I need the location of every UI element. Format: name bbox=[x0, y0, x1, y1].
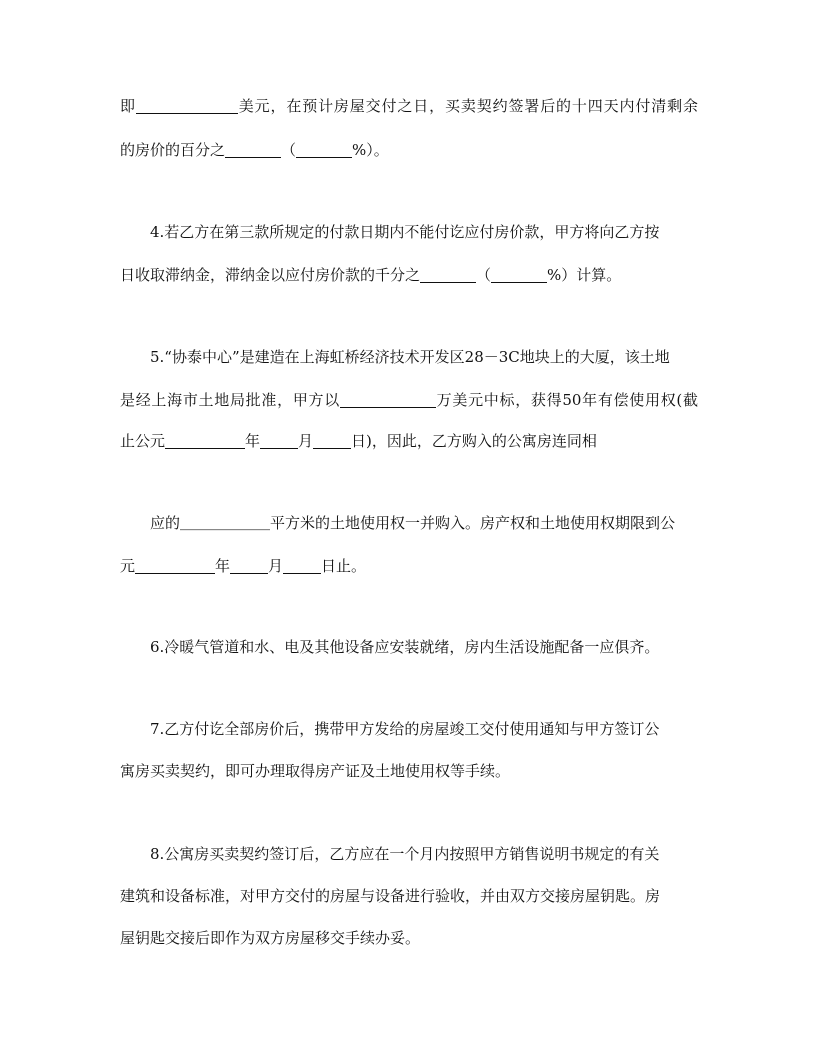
text-line bbox=[150, 346, 698, 368]
text-span: 寓房买卖契约，即可办理取得房产证及土地使用权等手续。 bbox=[120, 762, 511, 780]
text-span: 止公元 bbox=[120, 432, 166, 450]
text-line bbox=[120, 885, 698, 907]
paragraph-6: 6.冷暖气管道和水、电及其他设备应安装就绪，房内生活设施配备一应俱齐。 bbox=[150, 638, 660, 656]
text-line bbox=[120, 389, 698, 411]
paragraph-8-start: 8.公寓房买卖契约签订后，乙方应在一个月内按照甲方销售说明书规定的有关 bbox=[150, 845, 660, 863]
blank-field bbox=[136, 97, 238, 114]
blank-field bbox=[340, 391, 436, 408]
text-span: 元 bbox=[120, 557, 136, 575]
text-span: （ bbox=[281, 141, 297, 159]
blank-field bbox=[283, 557, 321, 574]
text-span: %）计算。 bbox=[547, 266, 622, 284]
text-span: 即 bbox=[120, 97, 136, 115]
text-span: 年 bbox=[215, 557, 231, 575]
text-line bbox=[120, 95, 698, 117]
text-span: 月 bbox=[268, 557, 284, 575]
text-span: （ bbox=[476, 266, 492, 284]
text-line bbox=[120, 927, 698, 949]
blank-field bbox=[230, 557, 268, 574]
text-line bbox=[150, 636, 698, 658]
blank-field bbox=[313, 432, 351, 449]
blank-field bbox=[420, 266, 476, 283]
text-line bbox=[150, 512, 698, 534]
text-span: 年 bbox=[245, 432, 261, 450]
text-span: 屋钥匙交接后即作为双方房屋移交手续办妥。 bbox=[120, 929, 421, 947]
paragraph-5-start: 5.“协泰中心”是建造在上海虹桥经济技术开发区28－3C地块上的大厦，该土地 bbox=[150, 348, 670, 366]
text-line bbox=[120, 430, 698, 452]
text-line bbox=[150, 718, 698, 740]
text-line bbox=[120, 555, 698, 577]
text-span: 建筑和设备标准，对甲方交付的房屋与设备进行验收，并由双方交接房屋钥匙。房 bbox=[120, 887, 661, 905]
text-line bbox=[120, 760, 698, 782]
text-line bbox=[120, 264, 698, 286]
text-span: 美元，在预计房屋交付之日，买卖契约签署后的十四天内付清剩余 bbox=[237, 97, 698, 115]
text-span: 日)，因此，乙方购入的公寓房连同相 bbox=[351, 432, 597, 450]
blank-field bbox=[260, 432, 298, 449]
text-span: 万美元中标，获得50年有偿使用权(截 bbox=[435, 391, 698, 409]
text-line bbox=[150, 221, 698, 243]
text-span: 的房价的百分之 bbox=[120, 141, 226, 159]
text-span: %）。 bbox=[352, 141, 389, 159]
text-line bbox=[150, 843, 698, 865]
text-span: 日止。 bbox=[321, 557, 367, 575]
blank-field bbox=[135, 557, 215, 574]
paragraph-4-start: 4.若乙方在第三款所规定的付款日期内不能付讫应付房价款，甲方将向乙方按 bbox=[150, 223, 660, 241]
text-span: 月 bbox=[298, 432, 314, 450]
blank-field bbox=[225, 141, 281, 158]
blank-field bbox=[296, 141, 352, 158]
text-span: 日收取滞纳金，滞纳金以应付房价款的千分之 bbox=[120, 266, 421, 284]
text-line bbox=[120, 139, 698, 161]
blank-field bbox=[491, 266, 547, 283]
blank-field bbox=[165, 432, 245, 449]
text-span: 是经上海市土地局批准，甲方以 bbox=[120, 391, 340, 409]
text-span: 应的＿＿＿＿＿＿平方米的土地使用权一并购入。房产权和土地使用权期限到公 bbox=[150, 514, 676, 532]
paragraph-7-start: 7.乙方付讫全部房价后，携带甲方发给的房屋竣工交付使用通知与甲方签订公 bbox=[150, 720, 660, 738]
